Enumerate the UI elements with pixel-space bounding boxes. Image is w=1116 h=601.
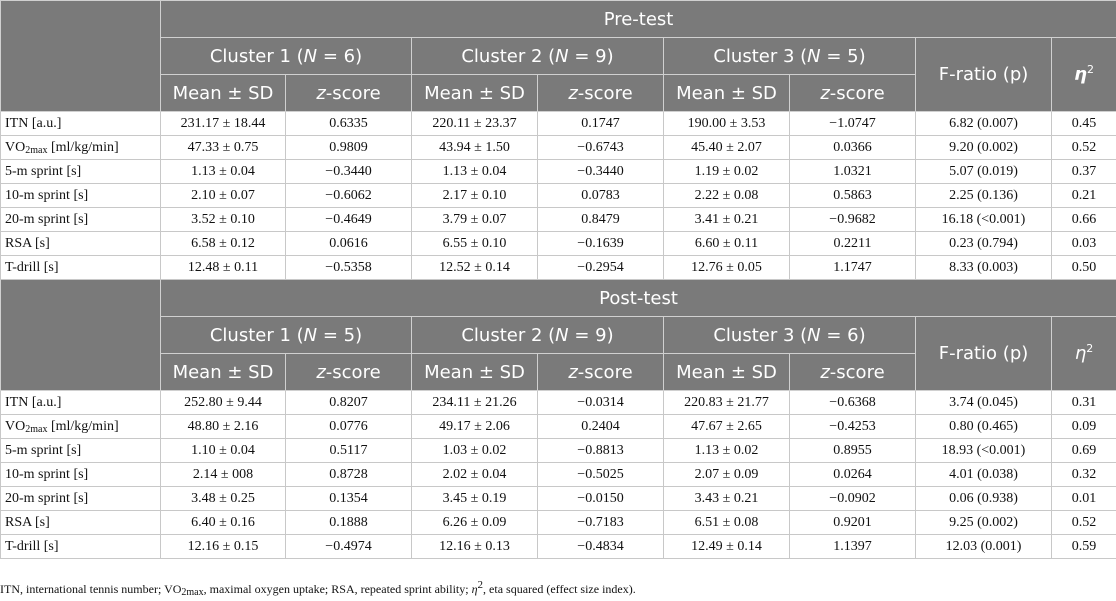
n-letter: N <box>807 324 821 346</box>
table-cell: 12.48 ± 0.11 <box>161 256 286 280</box>
n-letter: N <box>303 45 318 67</box>
n-letter: N <box>555 45 569 67</box>
table-cell: 0.09 <box>1052 415 1116 439</box>
z-score-header <box>286 75 412 112</box>
table-cell: 0.59 <box>1052 535 1116 559</box>
mean-sd-header: Mean ± SD <box>161 75 286 112</box>
table-cell: 12.52 ± 0.14 <box>412 256 538 280</box>
table-cell: 12.16 ± 0.15 <box>161 535 286 559</box>
table-row <box>1 511 1116 535</box>
footnote-text-2: , maximal oxygen uptake; RSA, repeated sprint ability; <box>203 582 472 596</box>
z-score-header <box>538 354 664 391</box>
row-label-text: RSA [s] <box>5 514 50 530</box>
table-cell: 0.8479 <box>538 208 664 232</box>
cluster-prefix: Cluster <box>461 45 526 67</box>
row-label-text: 10-m sprint [s] <box>5 466 89 482</box>
table-cell: 220.11 ± 23.37 <box>412 112 538 136</box>
cluster-n: 6 <box>847 324 859 346</box>
eta-symbol: η <box>1074 343 1087 364</box>
table-cell: −0.0150 <box>538 487 664 511</box>
mean-sd-header: Mean ± SD <box>664 354 790 391</box>
row-label-text: RSA [s] <box>5 235 50 251</box>
table-cell: 12.49 ± 0.14 <box>664 535 790 559</box>
table-cell: 234.11 ± 21.26 <box>412 391 538 415</box>
section-band-row <box>1 280 1116 317</box>
table-cell: −0.3440 <box>286 160 412 184</box>
table-row <box>1 112 1116 136</box>
table-cell: 48.80 ± 2.16 <box>161 415 286 439</box>
table-cell: −0.8813 <box>538 439 664 463</box>
section-title: Post-test <box>161 280 1116 317</box>
table-cell: 0.8955 <box>790 439 916 463</box>
table-cell: 0.9809 <box>286 136 412 160</box>
table-cell: −0.0902 <box>790 487 916 511</box>
cluster-prefix: Cluster <box>209 45 274 67</box>
table-cell: 0.80 (0.465) <box>916 415 1052 439</box>
table-cell: 0.69 <box>1052 439 1116 463</box>
row-label-text: T-drill [s] <box>5 259 59 275</box>
table-cell: −0.7183 <box>538 511 664 535</box>
row-label <box>1 511 161 535</box>
header-blank-cell <box>1 1 161 112</box>
table-cell: 3.48 ± 0.25 <box>161 487 286 511</box>
table-cell: 1.13 ± 0.04 <box>412 160 538 184</box>
z-letter: z <box>316 82 326 104</box>
table-footnote <box>0 579 636 598</box>
cluster-n: 9 <box>595 45 607 67</box>
table-row <box>1 391 1116 415</box>
table-cell: 47.67 ± 2.65 <box>664 415 790 439</box>
table-cell: 252.80 ± 9.44 <box>161 391 286 415</box>
row-label-sub: 2max <box>25 144 48 156</box>
table-cell: 0.03 <box>1052 232 1116 256</box>
table-cell: 0.8728 <box>286 463 412 487</box>
table-cell: −0.9682 <box>790 208 916 232</box>
z-letter: z <box>568 82 578 104</box>
table-cell: −0.6062 <box>286 184 412 208</box>
table-cell: 5.07 (0.019) <box>916 160 1052 184</box>
table-cell: 9.20 (0.002) <box>916 136 1052 160</box>
table-cell: 1.1397 <box>790 535 916 559</box>
table-cell: 0.5863 <box>790 184 916 208</box>
table-cell: −0.5025 <box>538 463 664 487</box>
table-cell: 2.02 ± 0.04 <box>412 463 538 487</box>
table-cell: 6.40 ± 0.16 <box>161 511 286 535</box>
n-letter: N <box>807 45 821 67</box>
table-cell: 0.52 <box>1052 136 1116 160</box>
table-cell: 0.8207 <box>286 391 412 415</box>
table-cell: −1.0747 <box>790 112 916 136</box>
table-cell: 0.37 <box>1052 160 1116 184</box>
cluster-prefix: Cluster <box>461 324 526 346</box>
table-cell: 220.83 ± 21.77 <box>664 391 790 415</box>
table-cell: 2.22 ± 0.08 <box>664 184 790 208</box>
row-label <box>1 415 161 439</box>
row-label <box>1 463 161 487</box>
z-score-header <box>286 354 412 391</box>
table-cell: −0.4253 <box>790 415 916 439</box>
table-cell: 3.79 ± 0.07 <box>412 208 538 232</box>
mean-sd-header: Mean ± SD <box>161 354 286 391</box>
table-row <box>1 184 1116 208</box>
row-label-text: 20-m sprint [s] <box>5 490 89 506</box>
section-band-row <box>1 1 1116 38</box>
table-row <box>1 136 1116 160</box>
row-label-text: VO <box>5 139 26 155</box>
mean-sd-header: Mean ± SD <box>412 75 538 112</box>
table-cell: 190.00 ± 3.53 <box>664 112 790 136</box>
z-suffix: -score <box>829 361 885 383</box>
row-label <box>1 439 161 463</box>
table-cell: 3.52 ± 0.10 <box>161 208 286 232</box>
table-cell: 2.10 ± 0.07 <box>161 184 286 208</box>
cluster-number: 1 <box>279 324 291 346</box>
table-cell: −0.6743 <box>538 136 664 160</box>
table-cell: −0.0314 <box>538 391 664 415</box>
mean-sd-header: Mean ± SD <box>412 354 538 391</box>
eta-sup: 2 <box>1086 63 1094 76</box>
table-cell: 45.40 ± 2.07 <box>664 136 790 160</box>
row-label-text: 5-m sprint [s] <box>5 442 82 458</box>
table-cell: 0.45 <box>1052 112 1116 136</box>
table-cell: 0.52 <box>1052 511 1116 535</box>
f-ratio-header: F-ratio (p) <box>916 38 1052 112</box>
table-cell: 8.33 (0.003) <box>916 256 1052 280</box>
row-label <box>1 232 161 256</box>
table-cell: 16.18 (<0.001) <box>916 208 1052 232</box>
z-score-header <box>790 354 916 391</box>
cluster-n: 6 <box>343 45 356 67</box>
z-suffix: -score <box>577 361 633 383</box>
cluster-prefix: Cluster <box>713 324 778 346</box>
cluster-header: Cluster 3 (N = 5) <box>664 38 916 75</box>
row-label <box>1 136 161 160</box>
table-cell: 49.17 ± 2.06 <box>412 415 538 439</box>
row-label <box>1 535 161 559</box>
table-row <box>1 415 1116 439</box>
table-cell: 0.6335 <box>286 112 412 136</box>
z-suffix: -score <box>325 82 381 104</box>
cluster-header-row <box>1 317 1116 354</box>
row-label-text: VO <box>5 418 26 434</box>
n-letter: N <box>555 324 569 346</box>
table-cell: 3.41 ± 0.21 <box>664 208 790 232</box>
table-cell: 0.9201 <box>790 511 916 535</box>
table-cell: 0.01 <box>1052 487 1116 511</box>
mean-sd-header: Mean ± SD <box>664 75 790 112</box>
table-cell: 1.10 ± 0.04 <box>161 439 286 463</box>
table-cell: 0.2404 <box>538 415 664 439</box>
row-label-rest: [ml/kg/min] <box>47 139 119 155</box>
cluster-header: Cluster 1 (N = 5) <box>161 317 412 354</box>
row-label-text: 5-m sprint [s] <box>5 163 82 179</box>
row-label <box>1 184 161 208</box>
table-cell: 9.25 (0.002) <box>916 511 1052 535</box>
z-suffix: -score <box>829 82 885 104</box>
row-label-text: ITN [a.u.] <box>5 115 62 131</box>
cluster-number: 3 <box>782 45 795 67</box>
table-cell: 0.0366 <box>790 136 916 160</box>
table-cell: 2.25 (0.136) <box>916 184 1052 208</box>
table-cell: 1.0321 <box>790 160 916 184</box>
z-score-header <box>790 75 916 112</box>
table-cell: 6.58 ± 0.12 <box>161 232 286 256</box>
section-title: Pre-test <box>161 1 1116 38</box>
table-cell: 0.0264 <box>790 463 916 487</box>
footnote-text-3: , eta squared (effect size index). <box>483 582 636 596</box>
row-label-sub: 2max <box>25 423 48 435</box>
f-ratio-header: F-ratio (p) <box>916 317 1052 391</box>
cluster-n: 5 <box>847 45 859 67</box>
cluster-header: Cluster 3 (N = 6) <box>664 317 916 354</box>
row-label-rest: [ml/kg/min] <box>47 418 119 434</box>
z-letter: z <box>820 82 830 104</box>
table-cell: 0.5117 <box>286 439 412 463</box>
table-cell: −0.2954 <box>538 256 664 280</box>
table-cell: −0.4974 <box>286 535 412 559</box>
table-cell: 1.19 ± 0.02 <box>664 160 790 184</box>
eta-symbol: η <box>1074 64 1087 85</box>
table-cell: 12.16 ± 0.13 <box>412 535 538 559</box>
table-cell: 0.0616 <box>286 232 412 256</box>
table-row <box>1 439 1116 463</box>
table-cell: 0.1747 <box>538 112 664 136</box>
table-cell: −0.4834 <box>538 535 664 559</box>
table-cell: 0.23 (0.794) <box>916 232 1052 256</box>
table-cell: 12.03 (0.001) <box>916 535 1052 559</box>
table-cell: 1.13 ± 0.04 <box>161 160 286 184</box>
table-row <box>1 256 1116 280</box>
cluster-header-row <box>1 38 1116 75</box>
table-cell: 1.1747 <box>790 256 916 280</box>
table-cell: 0.66 <box>1052 208 1116 232</box>
table-cell: 43.94 ± 1.50 <box>412 136 538 160</box>
table-cell: −0.4649 <box>286 208 412 232</box>
table-cell: 0.0783 <box>538 184 664 208</box>
z-suffix: -score <box>577 82 633 104</box>
table-cell: 0.06 (0.938) <box>916 487 1052 511</box>
table-cell: 18.93 (<0.001) <box>916 439 1052 463</box>
cluster-prefix: Cluster <box>713 45 778 67</box>
row-label-text: 20-m sprint [s] <box>5 211 89 227</box>
z-letter: z <box>316 361 326 383</box>
table-cell: 6.82 (0.007) <box>916 112 1052 136</box>
cluster-header: Cluster 2 (N = 9) <box>412 317 664 354</box>
cluster-header: Cluster 2 (N = 9) <box>412 38 664 75</box>
table-cell: 2.14 ± 008 <box>161 463 286 487</box>
table-cell: 47.33 ± 0.75 <box>161 136 286 160</box>
table-cell: 0.31 <box>1052 391 1116 415</box>
row-label <box>1 487 161 511</box>
header-blank-cell <box>1 280 161 391</box>
table-row <box>1 535 1116 559</box>
table-cell: 231.17 ± 18.44 <box>161 112 286 136</box>
table-cell: 2.07 ± 0.09 <box>664 463 790 487</box>
cluster-prefix: Cluster <box>209 324 274 346</box>
cluster-number: 1 <box>279 45 291 67</box>
cluster-number: 3 <box>782 324 795 346</box>
table-cell: −0.6368 <box>790 391 916 415</box>
z-letter: z <box>568 361 578 383</box>
table-cell: 1.03 ± 0.02 <box>412 439 538 463</box>
table-cell: 3.43 ± 0.21 <box>664 487 790 511</box>
eta-header <box>1052 317 1116 391</box>
z-score-header <box>538 75 664 112</box>
cluster-header: Cluster 1 (N = 6) <box>161 38 412 75</box>
table-cell: 12.76 ± 0.05 <box>664 256 790 280</box>
eta-header <box>1052 38 1116 112</box>
table-cell: 6.60 ± 0.11 <box>664 232 790 256</box>
footnote-sub: 2max <box>181 587 204 598</box>
n-letter: N <box>303 324 318 346</box>
cluster-n: 9 <box>595 324 607 346</box>
table-cell: 3.74 (0.045) <box>916 391 1052 415</box>
table-row <box>1 232 1116 256</box>
table-cell: 0.1888 <box>286 511 412 535</box>
table-cell: 0.32 <box>1052 463 1116 487</box>
table-cell: 0.1354 <box>286 487 412 511</box>
table-row <box>1 463 1116 487</box>
table-cell: −0.3440 <box>538 160 664 184</box>
table-cell: −0.5358 <box>286 256 412 280</box>
row-label-text: T-drill [s] <box>5 538 59 554</box>
table-cell: 6.55 ± 0.10 <box>412 232 538 256</box>
table-cell: 1.13 ± 0.02 <box>664 439 790 463</box>
table-row <box>1 160 1116 184</box>
table-cell: −0.1639 <box>538 232 664 256</box>
table-cell: 0.21 <box>1052 184 1116 208</box>
row-label-text: ITN [a.u.] <box>5 394 62 410</box>
row-label <box>1 256 161 280</box>
row-label <box>1 208 161 232</box>
table-cell: 3.45 ± 0.19 <box>412 487 538 511</box>
row-label <box>1 112 161 136</box>
z-letter: z <box>820 361 830 383</box>
table-cell: 6.51 ± 0.08 <box>664 511 790 535</box>
footnote-sup: 2 <box>477 579 484 591</box>
row-label-text: 10-m sprint [s] <box>5 187 89 203</box>
footnote-eta: η <box>471 582 478 596</box>
row-label <box>1 160 161 184</box>
cluster-number: 2 <box>530 324 543 346</box>
z-suffix: -score <box>325 361 381 383</box>
footnote-text-1: ITN, international tennis number; VO <box>0 582 182 596</box>
table-cell: 0.0776 <box>286 415 412 439</box>
row-label <box>1 391 161 415</box>
table-cell: 0.50 <box>1052 256 1116 280</box>
eta-sup: 2 <box>1086 342 1094 355</box>
table-cell: 2.17 ± 0.10 <box>412 184 538 208</box>
cluster-n: 5 <box>343 324 356 346</box>
table-cell: 0.2211 <box>790 232 916 256</box>
cluster-number: 2 <box>530 45 543 67</box>
table-cell: 4.01 (0.038) <box>916 463 1052 487</box>
table-row <box>1 487 1116 511</box>
table-cell: 6.26 ± 0.09 <box>412 511 538 535</box>
results-table-body <box>1 1 1116 559</box>
table-row <box>1 208 1116 232</box>
